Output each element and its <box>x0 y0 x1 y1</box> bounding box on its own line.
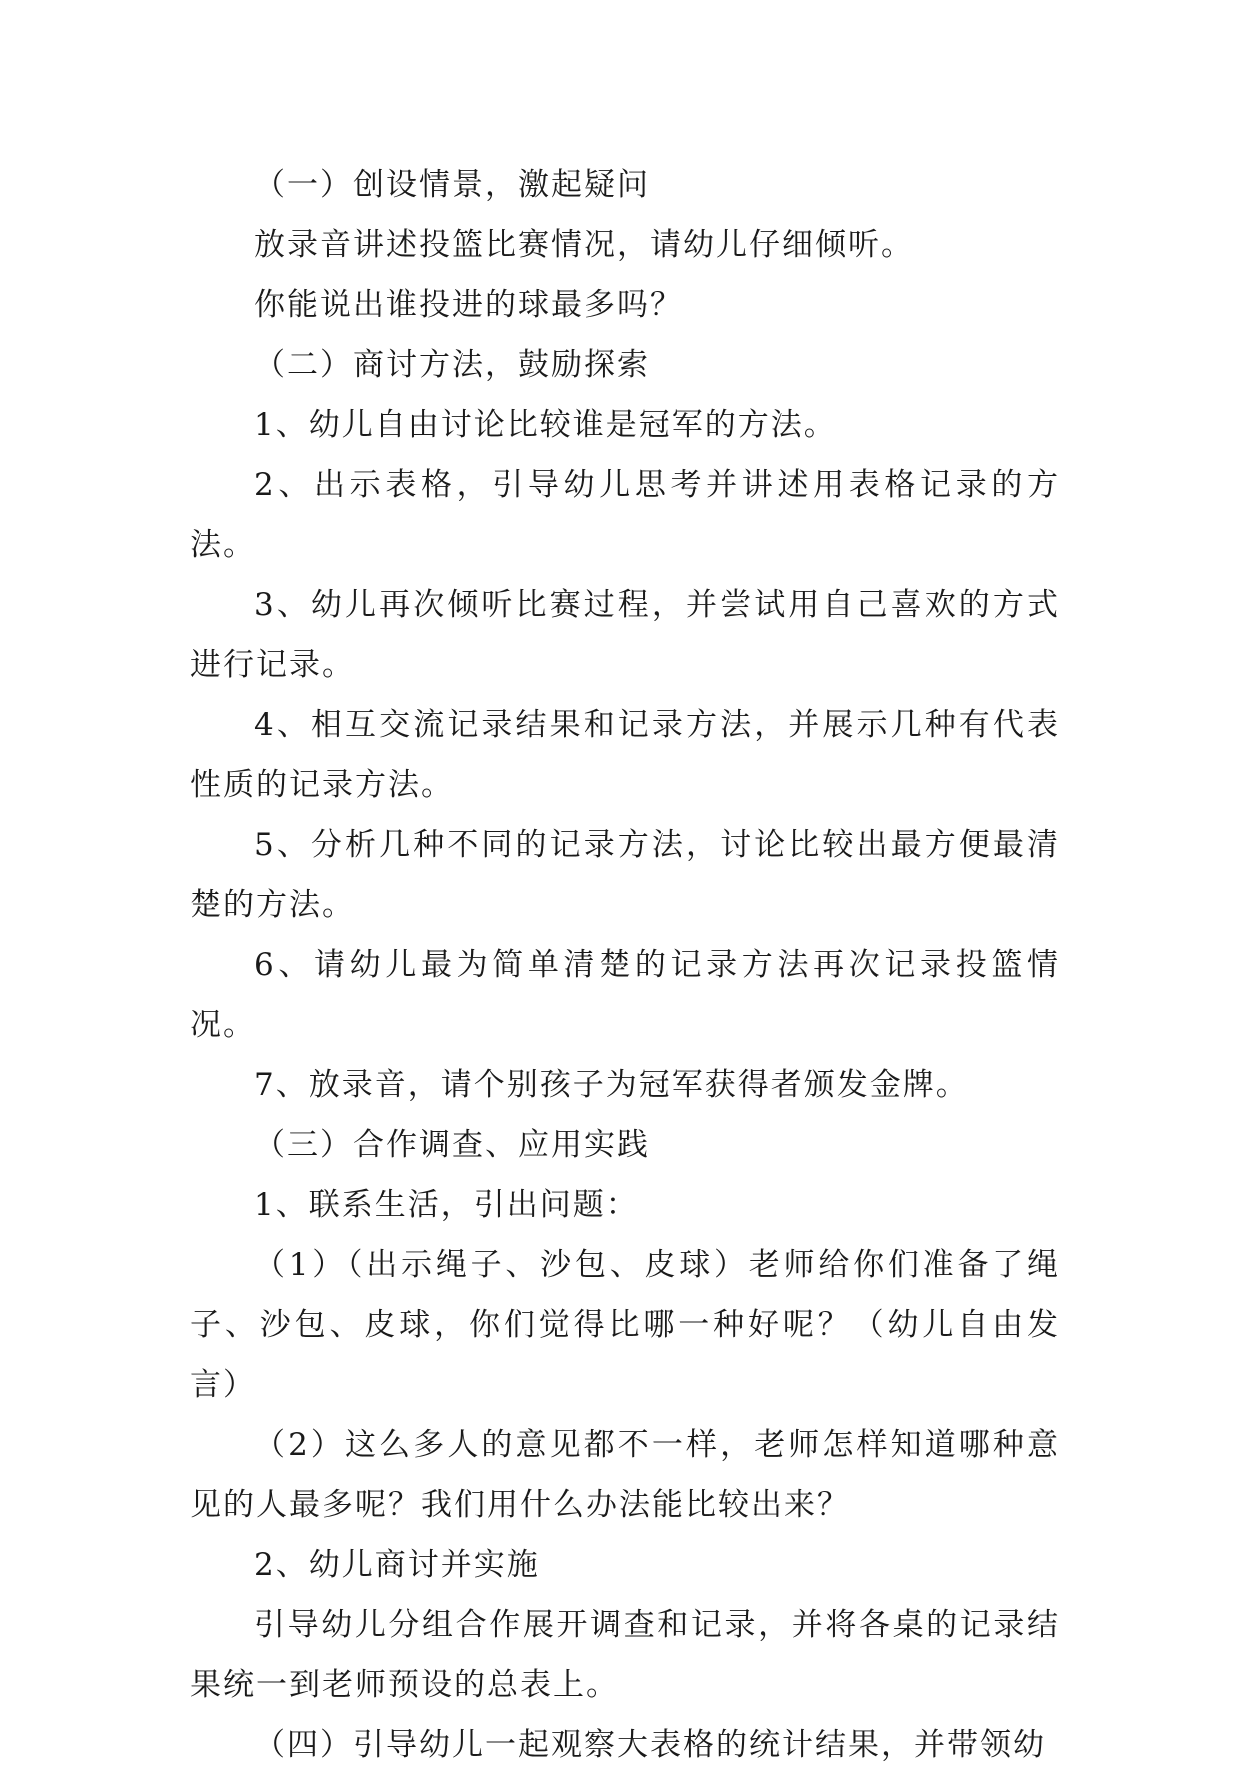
list-item: 2、出示表格，引导幼儿思考并讲述用表格记录的方法。 <box>190 467 1060 563</box>
list-item: 3、幼儿再次倾听比赛过程，并尝试用自己喜欢的方式进行记录。 <box>190 587 1060 683</box>
section-heading-1: （一）创设情景，激起疑问 <box>254 167 650 203</box>
list-item: 7、放录音，请个别孩子为冠军获得者颁发金牌。 <box>254 1067 969 1103</box>
paragraph: 放录音讲述投篮比赛情况，请幼儿仔细倾听。 <box>254 227 914 263</box>
list-item: 2、幼儿商讨并实施 <box>254 1547 540 1583</box>
document-body <box>190 155 1060 1775</box>
section-heading-2: （二）商讨方法，鼓励探索 <box>254 347 650 383</box>
list-item: 1、联系生活，引出问题： <box>254 1187 639 1223</box>
list-item: 5、分析几种不同的记录方法，讨论比较出最方便最清楚的方法。 <box>190 827 1060 923</box>
paragraph: 引导幼儿分组合作展开调查和记录，并将各桌的记录结果统一到老师预设的总表上。 <box>190 1607 1060 1703</box>
sub-list-item: （2）这么多人的意见都不一样，老师怎样知道哪种意见的人最多呢？我们用什么办法能比较出来？ <box>190 1427 1060 1523</box>
list-item: 4、相互交流记录结果和记录方法，并展示几种有代表性质的记录方法。 <box>190 707 1060 803</box>
paragraph: 你能说出谁投进的球最多吗？ <box>254 287 683 323</box>
list-item: 6、请幼儿最为简单清楚的记录方法再次记录投篮情况。 <box>190 947 1060 1043</box>
section-heading-4: （四）引导幼儿一起观察大表格的统计结果，并带领幼 <box>254 1727 1046 1763</box>
section-heading-3: （三）合作调查、应用实践 <box>254 1127 650 1163</box>
list-item: 1、幼儿自由讨论比较谁是冠军的方法。 <box>254 407 837 443</box>
sub-list-item: （1）（出示绳子、沙包、皮球）老师给你们准备了绳子、沙包、皮球，你们觉得比哪一种好呢？（幼儿自由发言） <box>190 1247 1060 1403</box>
